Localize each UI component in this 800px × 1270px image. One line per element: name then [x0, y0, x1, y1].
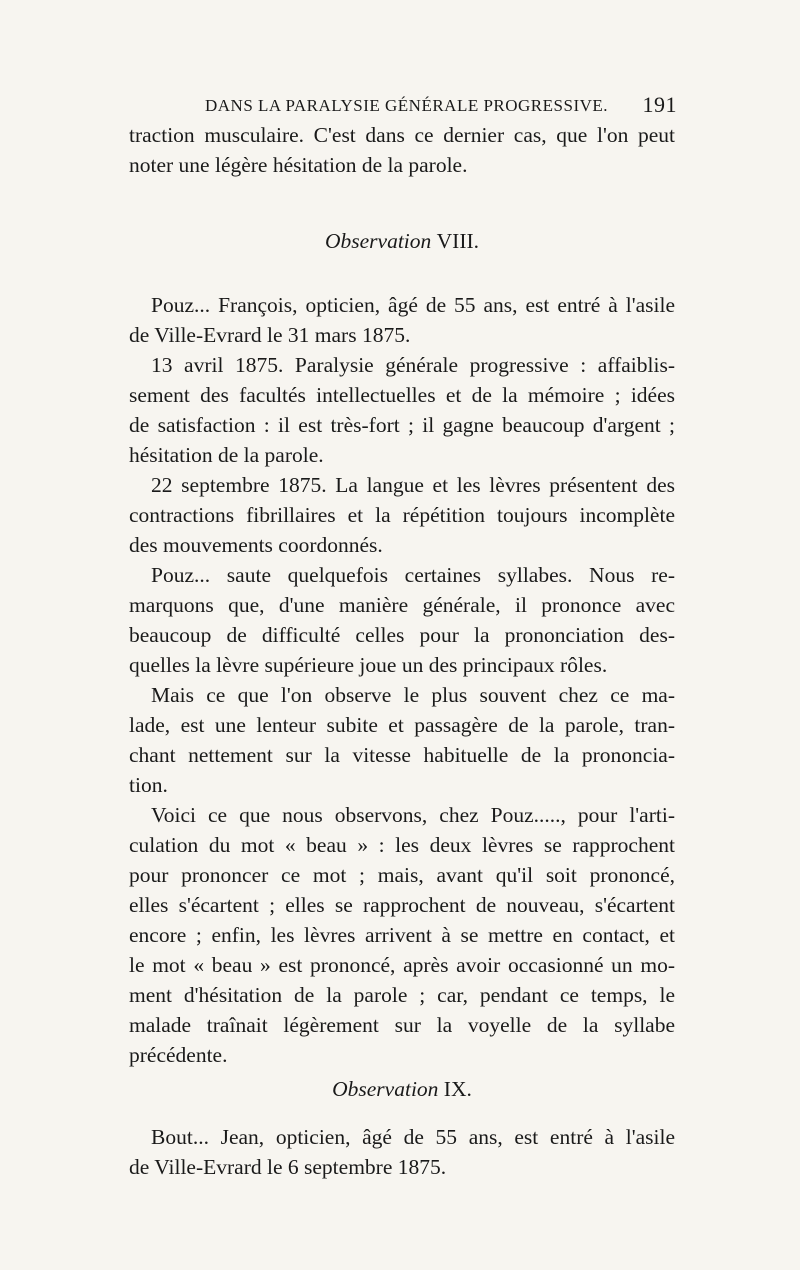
- text-line: sement des facultés intellectuelles et de la mémoire ; idées: [129, 383, 675, 407]
- observation-heading: [129, 1074, 675, 1104]
- page-number: 191: [642, 92, 677, 117]
- text-line: beaucoup de difficulté celles pour la prononciation des-: [129, 623, 675, 647]
- text-line: Voici ce que nous observons, chez Pouz....., pour l'arti-: [151, 803, 675, 827]
- text-line: Pouz... saute quelquefois certaines syllabes. Nous re-: [151, 563, 675, 587]
- text-line: contractions fibrillaires et la répétition toujours incomplète: [129, 503, 675, 527]
- text-line: elles s'écartent ; elles se rapprochent de nouveau, s'écartent: [129, 893, 675, 917]
- text-line: noter une légère hésitation de la parole.: [129, 153, 468, 177]
- observation-heading: [129, 226, 675, 256]
- text-line: ment d'hésitation de la parole ; car, pendant ce temps, le: [129, 983, 675, 1007]
- running-header: [205, 92, 677, 120]
- text-line: hésitation de la parole.: [129, 443, 324, 467]
- text-line: marquons que, d'une manière générale, il prononce avec: [129, 593, 675, 617]
- text-line: de satisfaction : il est très-fort ; il gagne beaucoup d'argent ;: [129, 413, 675, 437]
- observation-number: IX.: [443, 1077, 472, 1101]
- text-line: pour prononcer ce mot ; mais, avant qu'il soit prononcé,: [129, 863, 675, 887]
- text-line: chant nettement sur la vitesse habituelle de la prononcia-: [129, 743, 675, 767]
- text-line: culation du mot « beau » : les deux lèvres se rapprochent: [129, 833, 675, 857]
- text-line: Mais ce que l'on observe le plus souvent chez ce ma-: [151, 683, 675, 707]
- text-line: tion.: [129, 773, 168, 797]
- text-line: de Ville-Evrard le 31 mars 1875.: [129, 323, 411, 347]
- text-line: malade traînait légèrement sur la voyelle de la syllabe: [129, 1013, 675, 1037]
- text-line: 13 avril 1875. Paralysie générale progressive : affaiblis-: [151, 353, 675, 377]
- text-line: précédente.: [129, 1043, 228, 1067]
- text-line: Bout... Jean, opticien, âgé de 55 ans, est entré à l'asile: [151, 1125, 675, 1149]
- text-line: de Ville-Evrard le 6 septembre 1875.: [129, 1155, 447, 1179]
- text-line: traction musculaire. C'est dans ce dernier cas, que l'on peut: [129, 123, 675, 147]
- text-line: le mot « beau » est prononcé, après avoir occasionné un mo-: [129, 953, 675, 977]
- text-line: 22 septembre 1875. La langue et les lèvres présentent des: [151, 473, 675, 497]
- text-line: quelles la lèvre supérieure joue un des principaux rôles.: [129, 653, 608, 677]
- observation-number: VIII.: [436, 229, 480, 253]
- text-line: encore ; enfin, les lèvres arrivent à se mettre en contact, et: [129, 923, 675, 947]
- observation-label: Observation: [324, 229, 432, 253]
- body-text: [129, 120, 675, 1182]
- text-line: Pouz... François, opticien, âgé de 55 ans, est entré à l'asile: [151, 293, 675, 317]
- observation-label: Observation: [332, 1077, 439, 1101]
- text-line: des mouvements coordonnés.: [129, 533, 383, 557]
- text-line: lade, est une lenteur subite et passagère de la parole, tran-: [129, 713, 675, 737]
- running-title: DANS LA PARALYSIE GÉNÉRALE PROGRESSIVE.: [205, 96, 609, 115]
